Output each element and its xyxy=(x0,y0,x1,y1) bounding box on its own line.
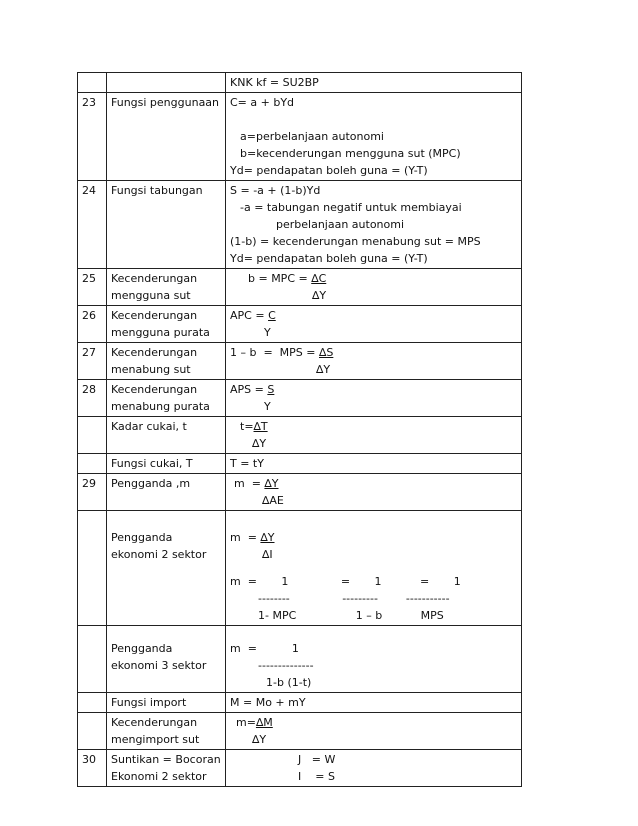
row-number: 24 xyxy=(78,181,107,269)
row-number: 25 xyxy=(78,269,107,306)
row-formula xyxy=(226,693,522,713)
formula-line: 1- MPC 1 – b MPS xyxy=(258,609,444,622)
row-name: Kecenderungan mengguna purata xyxy=(107,306,226,343)
table-row xyxy=(78,750,522,787)
row-formula xyxy=(226,454,522,474)
formula-line: 1-b (1-t) xyxy=(266,676,312,689)
formula-numerator: ∆S xyxy=(319,346,334,359)
row-formula xyxy=(226,93,522,181)
table-row xyxy=(78,93,522,181)
table-row xyxy=(78,511,522,626)
formula-denominator: Y xyxy=(264,400,271,413)
formula-line: M = Mo + mY xyxy=(230,696,306,709)
formula-denominator: Y xyxy=(264,326,271,339)
table-row xyxy=(78,380,522,417)
formula-line: KNK kf = SU2BP xyxy=(230,76,319,89)
row-number: 29 xyxy=(78,474,107,511)
formula-numerator: ∆Y xyxy=(264,477,279,490)
formula-line: I = S xyxy=(298,770,335,783)
formula-line: (1-b) = kecenderungan menabung sut = MPS xyxy=(230,235,481,248)
formula-line: Yd= pendapatan boleh guna = (Y-T) xyxy=(230,252,428,265)
formula-line: T = tY xyxy=(230,457,264,470)
row-formula xyxy=(226,511,522,626)
formula-prefix: m = xyxy=(230,531,261,544)
row-formula xyxy=(226,380,522,417)
row-name: Fungsi cukai, T xyxy=(107,454,226,474)
table-row xyxy=(78,454,522,474)
row-number: 26 xyxy=(78,306,107,343)
formula-prefix: m= xyxy=(236,716,256,729)
row-name: Kecenderungan menabung purata xyxy=(107,380,226,417)
formula-prefix: b = MPC = xyxy=(248,272,312,285)
row-number xyxy=(78,73,107,93)
row-formula xyxy=(226,474,522,511)
table-row xyxy=(78,73,522,93)
formula-denominator: ∆I xyxy=(262,548,273,561)
row-formula xyxy=(226,73,522,93)
table-row xyxy=(78,626,522,693)
formula-denominator: ∆AE xyxy=(262,494,284,507)
row-number: 27 xyxy=(78,343,107,380)
row-number xyxy=(78,511,107,626)
row-number: 30 xyxy=(78,750,107,787)
formula-numerator: ∆T xyxy=(253,420,268,433)
formula-line: Yd= pendapatan boleh guna = (Y-T) xyxy=(230,164,428,177)
row-number xyxy=(78,626,107,693)
formula-denominator: ∆Y xyxy=(316,363,331,376)
formula-table xyxy=(77,72,522,787)
row-name: Kecenderungan mengimport sut xyxy=(107,713,226,750)
row-formula xyxy=(226,713,522,750)
row-name: Fungsi penggunaan xyxy=(107,93,226,181)
formula-prefix: 1 – b = MPS = xyxy=(230,346,319,359)
row-name: Fungsi import xyxy=(107,693,226,713)
row-formula xyxy=(226,417,522,454)
table-row xyxy=(78,474,522,511)
row-formula xyxy=(226,750,522,787)
formula-numerator: S xyxy=(267,383,275,396)
row-number xyxy=(78,417,107,454)
formula-denominator: ∆Y xyxy=(312,289,327,302)
formula-numerator: C xyxy=(268,309,276,322)
formula-line: a=perbelanjaan autonomi xyxy=(240,130,384,143)
row-number xyxy=(78,454,107,474)
table-row xyxy=(78,693,522,713)
row-name: Fungsi tabungan xyxy=(107,181,226,269)
formula-line: m = 1 xyxy=(230,642,299,655)
row-number xyxy=(78,713,107,750)
formula-numerator: ∆Y xyxy=(260,531,275,544)
row-name: Kecenderungan menabung sut xyxy=(107,343,226,380)
formula-line: -a = tabungan negatif untuk membiayai xyxy=(240,201,462,214)
table-row xyxy=(78,269,522,306)
row-name: Suntikan = Bocoran Ekonomi 2 sektor xyxy=(107,750,226,787)
row-formula xyxy=(226,306,522,343)
row-number xyxy=(78,693,107,713)
formula-prefix: APC = xyxy=(230,309,269,322)
formula-numerator: ∆C xyxy=(311,272,327,285)
formula-line: J = W xyxy=(298,753,336,766)
table-row xyxy=(78,181,522,269)
table-row xyxy=(78,713,522,750)
formula-line: perbelanjaan autonomi xyxy=(276,218,405,231)
formula-line: C= a + bYd xyxy=(230,96,295,109)
row-formula xyxy=(226,269,522,306)
formula-line: -------------- xyxy=(258,659,314,672)
formula-denominator: ∆Y xyxy=(252,733,267,746)
row-name: Pengganda ,m xyxy=(107,474,226,511)
formula-prefix: m = xyxy=(234,477,265,490)
formula-numerator: ∆M xyxy=(255,716,273,729)
table-row xyxy=(78,343,522,380)
row-number: 28 xyxy=(78,380,107,417)
formula-prefix: t= xyxy=(240,420,254,433)
formula-denominator: ∆Y xyxy=(252,437,267,450)
row-number: 23 xyxy=(78,93,107,181)
formula-line xyxy=(230,111,517,128)
row-name: Pengganda ekonomi 3 sektor xyxy=(107,626,226,693)
formula-line: S = -a + (1-b)Yd xyxy=(230,184,321,197)
formula-line: b=kecenderungan mengguna sut (MPC) xyxy=(240,147,461,160)
row-name xyxy=(107,73,226,93)
row-formula xyxy=(226,343,522,380)
formula-prefix: APS = xyxy=(230,383,268,396)
row-name: Pengganda ekonomi 2 sektor xyxy=(107,511,226,626)
formula-line: m = 1 = 1 = 1 xyxy=(230,575,461,588)
row-name: Kadar cukai, t xyxy=(107,417,226,454)
row-formula xyxy=(226,626,522,693)
row-name: Kecenderungan mengguna sut xyxy=(107,269,226,306)
row-formula xyxy=(226,181,522,269)
table-row xyxy=(78,306,522,343)
table-row xyxy=(78,417,522,454)
formula-line: -------- --------- ----------- xyxy=(258,592,450,605)
